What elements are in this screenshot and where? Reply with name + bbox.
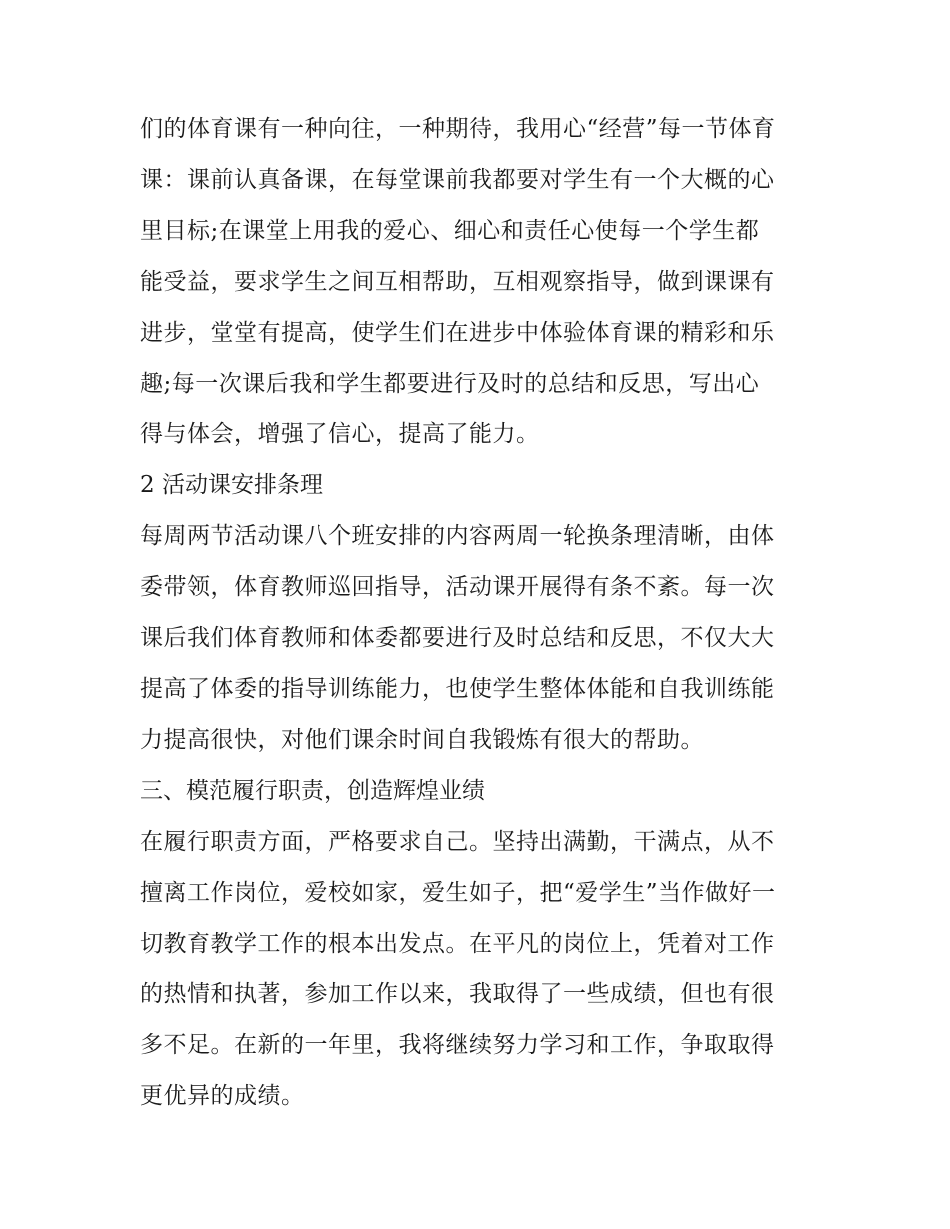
body-paragraph-3: 在履行职责方面，严格要求自己。坚持出满勤，干满点，从不 擅离工作岗位，爱校如家，爱生如子，把“爱学生”当作做好一 切教育教学工作的根本出发点。在平凡的岗位上，凭着对工作 的热情和执著，参加工作以来，我取得了一些成绩，但也有很 多不足。在新的一年里，我将继续努力学习和工作，争取取得 更优异的成绩。 <box>140 828 776 1110</box>
section-heading-duties: 三、模范履行职责，创造辉煌业绩 <box>140 777 485 804</box>
document-body <box>140 104 812 1122</box>
body-paragraph-2: 每周两节活动课八个班安排的内容两周一轮换条理清晰，由体 委带领，体育教师巡回指导，活动课开展得有条不紊。每一次 课后我们体育教师和体委都要进行及时总结和反思，不仅大大 提高了体委的指导训练能力，也使学生整体体能和自我训练能 力提高很快，对他们课余时间自我锻炼有很大的帮助。 <box>140 523 775 753</box>
section-heading-activity-class: 2 活动课安排条理 <box>140 472 323 499</box>
body-paragraph-1: 们的体育课有一种向往，一种期待，我用心“经营”每一节体育 课：课前认真备课，在每堂课前我都要对学生有一个大概的心 里目标;在课堂上用我的爱心、细心和责任心使每一个学生都 能受益，要求学生之间互相帮助，互相观察指导，做到课课有 进步，堂堂有提高，使学生们在进步中体验体育课的精彩和乐 趣;每一次课后我和学生都要进行及时的总结和反思，写出心 得与体会，增强了信心，提高了能力。 <box>140 116 776 448</box>
